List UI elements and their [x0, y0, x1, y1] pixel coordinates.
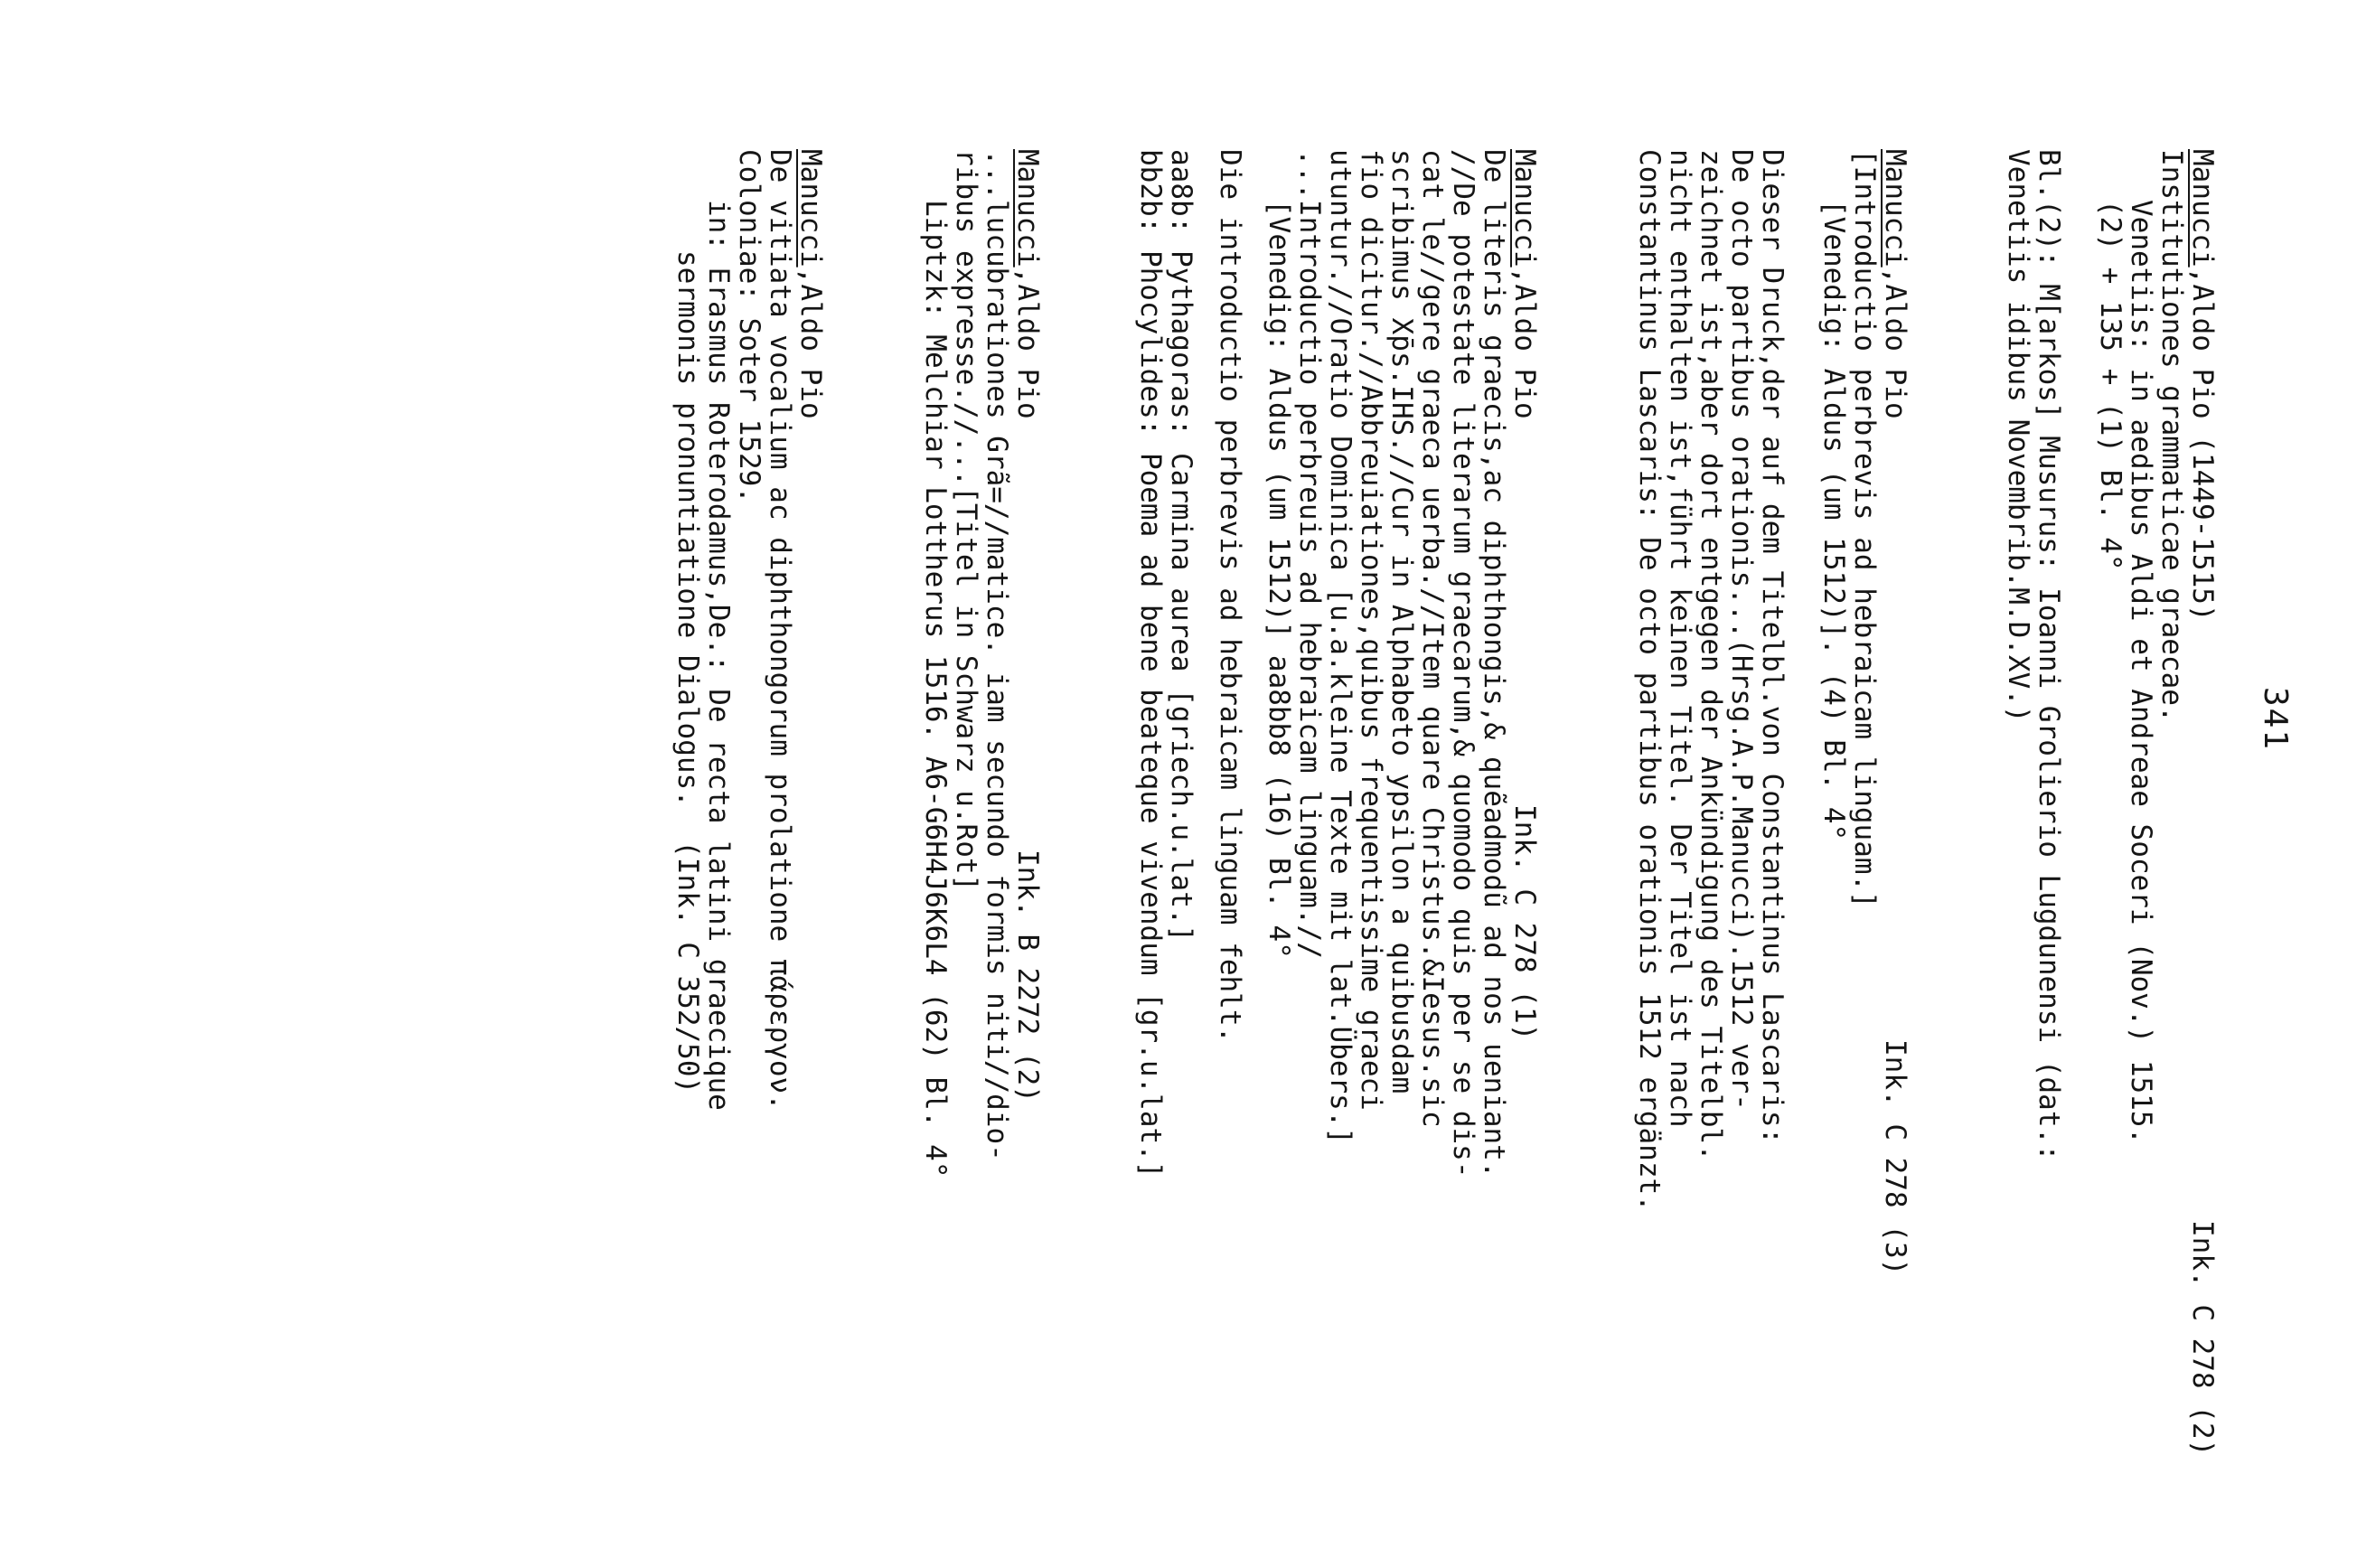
entry-line: fio dicitur.//Abbreuiationes,quibus frequentissime graeci [1355, 149, 1387, 1111]
entry-line: bb2b: Phocylides: Poema ad bene beateque vivendum [gr.u.lat.] [1134, 149, 1167, 1178]
entry-line: Bl.(2): M[arkos] Musurus: Ioanni Grolierio Lugdunensi (dat.: [2033, 149, 2065, 1161]
entry-line: De vitiata vocalium ac diphthongorum prolatione πάρεργον. [764, 149, 796, 1111]
entry-line: zeichnet ist,aber dort entgegen der Ankündigung des Titelbl. [1695, 149, 1727, 1161]
entry-line: nicht enthalten ist,führt keinen Titel. Der Titel ist nach [1664, 149, 1696, 1128]
entry-heading: Manucci,Aldo Pio (1449-1515) [2186, 149, 2219, 622]
shelfmark: Ink. C 278 (3) [1879, 1039, 1911, 1276]
entry-line: [Introductio perbrevis ad hebraicam linguam.] [1848, 149, 1881, 908]
entry-line: [Venedig: Aldus (um 1512)] aa8bb8 (16) Bl. 4° [1263, 149, 1295, 959]
shelfmark: Ink. B 2272 (2) [1011, 850, 1044, 1103]
entry-line: //De potestate literarum graecarum,& quomodo quis per se dis- [1447, 149, 1479, 1178]
entry-line: De literis graecis,ac diphthongis,& quẽadmodũ ad nos ueniant. [1478, 149, 1510, 1178]
entry-line: sermonis pronuntiatione Dialogus. (Ink. C 352/50) [671, 149, 704, 1094]
entry-heading: Manucci,Aldo Pio [1879, 149, 1911, 419]
entry-line: Venetiis: in aedibus Aldi et Andreae Soceri (Nov.) 1515. [2125, 149, 2157, 1145]
entry-line: ...Introductio perbreuis ad hebraicam linguam.// [1293, 149, 1326, 959]
rotated-page-content [85, 63, 2326, 1509]
entry-line: utuntur.//Oratio Dominica [u.a.kleine Texte mit lat.Übers.] [1324, 149, 1357, 1145]
entry-heading: Manucci,Aldo Pio [1011, 149, 1044, 419]
entry-line: (2) + 135 + (1) Bl. 4° [2094, 149, 2127, 571]
entry-heading: Manucci,Aldo Pio [794, 149, 827, 419]
entry-line: Dieser Druck,der auf dem Titelbl.von Constantinus Lascaris: [1756, 149, 1789, 1145]
entry-line: scribimus Xp̄s.IHS.//Cur in Alphabeto ypsilon a quibusdam [1385, 149, 1418, 1094]
entry-line: Liptzk: Melchiar Lottherus 1516. A6-G6H4J6K6L4 (62) Bl. 4° [919, 149, 952, 1178]
shelfmark: Ink. C 278 (1) [1508, 804, 1541, 1041]
entry-line: cat le//gere graeca uerba.//Item quare Christus.&Iesus.sic [1416, 149, 1449, 1128]
entry-line: Coloniae: Soter 1529. [733, 149, 765, 503]
entry-heading: Manucci,Aldo Pio [1508, 149, 1541, 419]
shelfmark: Ink. C 278 (2) [2186, 1220, 2219, 1457]
entry-line: Die introductio perbrevis ad hebraicam linguam fehlt. [1214, 149, 1246, 1044]
entry-line: Venetiis idibus Novembrib.M.D.XV.) [2002, 149, 2034, 723]
entry-line: ...lucubrationes Grã=//matice. iam secundo formis niti//dio- [981, 149, 1013, 1161]
page-number: 341 [2257, 687, 2294, 752]
entry-line: De octo partibus orationis...(Hrsg.A.P.Manucci).1512 ver- [1725, 149, 1758, 1111]
entry-line: Constantinus Lascaris: De octo partibus orationis 1512 ergänzt. [1633, 149, 1666, 1212]
entry-line: in: Erasmus Roterodamus,De.: De recta latini graecique [702, 149, 735, 1111]
entry-line: aa8b: Pythagoras: Carmina aurea [griech.u.lat.] [1165, 149, 1197, 943]
entry-line: [Venedig: Aldus (um 1512)]. (4) Bl. 4° [1817, 149, 1850, 841]
entry-line: Institutiones grammaticae graecae. [2155, 149, 2188, 723]
entry-line: ribus expresse.//...[Titel in Schwarz u.Rot] [950, 149, 982, 892]
